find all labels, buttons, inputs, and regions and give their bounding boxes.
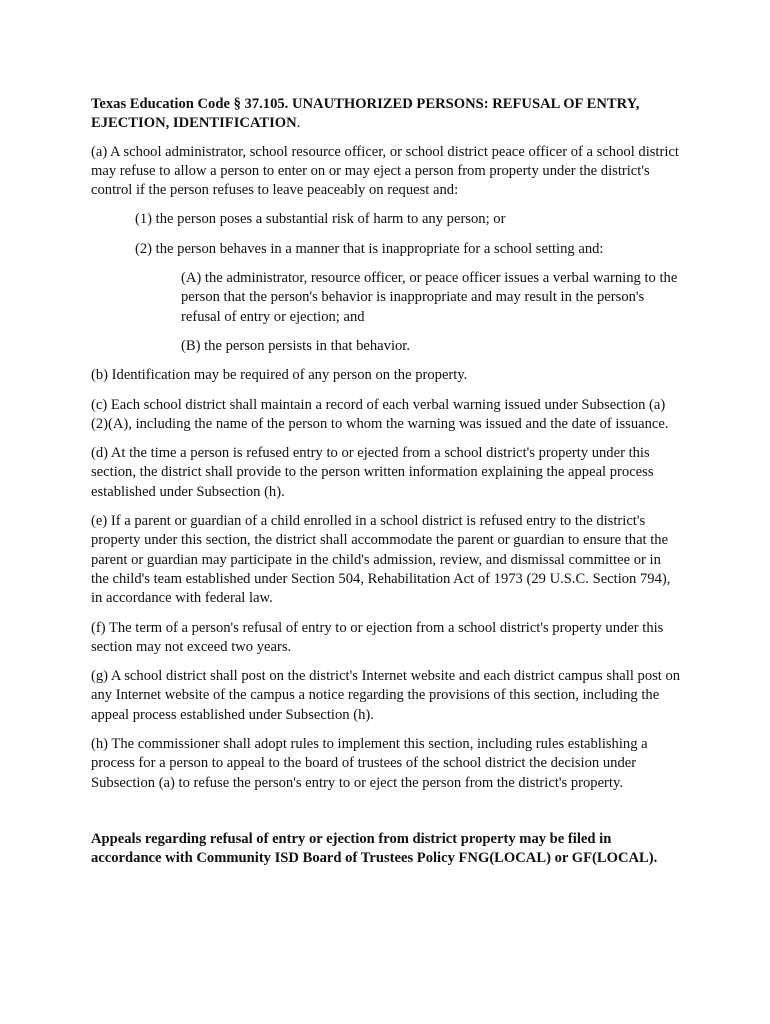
title-period: . (296, 115, 301, 132)
paragraph-a: (a) A school administrator, school resource officer, or school district peace officer of a school district may refuse to allow a person to enter on or may eject a person from property under the district's control if the person refuses to leave peaceably on request and: (91, 143, 679, 199)
paragraph-f: (f) The term of a person's refusal of entry to or ejection from a school district's property under this section may not exceed two years. (91, 619, 664, 655)
paragraph-d: (d) At the time a person is refused entry to or ejected from a school district's property under this section, the district shall provide to the person written information explaining the appeal process established under Subsection (h). (91, 445, 654, 500)
paragraph-b: (b) Identification may be required of any person on the property. (91, 367, 468, 384)
paragraph-e: (e) If a parent or guardian of a child enrolled in a school district is refused entry to the district's property under this section, the district shall accommodate the parent or guardian to ensure that the parent or guardian may participate in the child's admission, review, and dismissal committee or in the child's team established under Section 504, Rehabilitation Act of 1973 (29 U.S.C. Section 794), in accordance with federal law. (91, 513, 671, 607)
paragraph-h: (h) The commissioner shall adopt rules to implement this section, including rules establishing a process for a person to appeal to the board of trustees of the school district the decision under Subsection (a) to refuse the person's entry to or eject the person from the district's property. (91, 736, 648, 791)
title-text: Texas Education Code § 37.105. UNAUTHORIZED PERSONS: REFUSAL OF ENTRY, EJECTION, IDENTIFICATION (91, 96, 640, 132)
paragraph-g: (g) A school district shall post on the district's Internet website and each district campus shall post on any Internet website of the campus a notice regarding the provisions of this section, including the appeal process established under Subsection (h). (91, 668, 681, 723)
paragraph-a1: (1) the person poses a substantial risk of harm to any person; or (135, 211, 506, 228)
paragraph-a2A: (A) the administrator, resource officer, or peace officer issues a verbal warning to the person that the person's behavior is inappropriate and may result in the person's refusal of entry or ejection; and (181, 270, 678, 325)
paragraph-a2: (2) the person behaves in a manner that is inappropriate for a school setting and: (135, 240, 604, 257)
paragraph-a2B: (B) the person persists in that behavior. (181, 337, 410, 354)
document-page (91, 95, 681, 879)
document-title (91, 95, 681, 134)
appeals-note: Appeals regarding refusal of entry or ejection from district property may be filed in accordance with Community ISD Board of Trustees Policy FNG(LOCAL) or GF(LOCAL). (91, 830, 658, 867)
paragraph-c: (c) Each school district shall maintain a record of each verbal warning issued under Subsection (a)(2)(A), including the name of the person to whom the warning was issued and the date of issuance. (91, 396, 669, 432)
